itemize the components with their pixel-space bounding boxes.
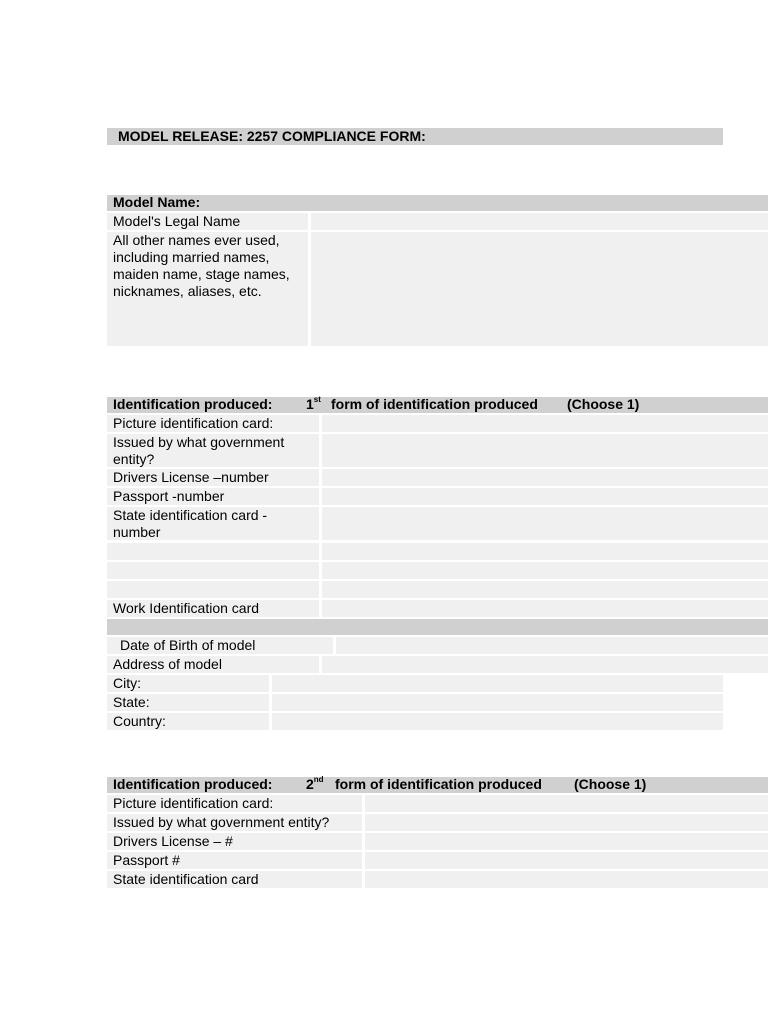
id2-row-field[interactable] (365, 871, 768, 888)
legal-name-label: Model's Legal Name (107, 213, 308, 230)
id1-ordinal-suffix: st (313, 395, 321, 404)
id1-header-ordinal (306, 396, 321, 413)
id1-header-bar (107, 397, 768, 413)
id2-row-field[interactable] (365, 852, 768, 869)
id2-header-label: Identification produced: (113, 776, 273, 792)
address-field[interactable] (322, 656, 768, 673)
id2-row-label: Issued by what government entity? (107, 814, 362, 831)
id1-row-field[interactable] (322, 581, 768, 598)
legal-name-field[interactable] (311, 213, 768, 230)
id1-row-label: Issued by what government entity? (107, 434, 319, 467)
id1-row-label (107, 562, 319, 579)
id2-row-field[interactable] (365, 814, 768, 831)
dob-label: Date of Birth of model (107, 637, 333, 654)
city-label: City: (107, 675, 269, 692)
id1-row-field[interactable] (322, 434, 768, 467)
id1-row-label (107, 543, 319, 560)
model-name-header-bar (107, 195, 768, 211)
id1-row-field[interactable] (322, 562, 768, 579)
id2-header-choose: (Choose 1) (574, 776, 647, 792)
id2-header-desc: form of identification produced (335, 776, 542, 792)
id1-row-label: Work Identification card (107, 600, 319, 617)
state-field[interactable] (272, 694, 723, 711)
model-name-header: Model Name: (113, 194, 201, 210)
id1-header-desc: form of identification produced (331, 396, 538, 412)
id1-row-label: Drivers License –number (107, 469, 319, 486)
id2-row-label: Picture identification card: (107, 795, 362, 812)
id2-ordinal-suffix: nd (313, 775, 324, 784)
country-label: Country: (107, 713, 269, 730)
id1-row-field[interactable] (322, 469, 768, 486)
id1-row-field[interactable] (322, 543, 768, 560)
city-field[interactable] (272, 675, 723, 692)
form-title: MODEL RELEASE: 2257 COMPLIANCE FORM: (118, 128, 426, 144)
id2-row-label: State identification card (107, 871, 362, 888)
section-divider-bar (107, 619, 768, 635)
country-field[interactable] (272, 713, 723, 730)
id1-row-field[interactable] (322, 600, 768, 617)
address-label: Address of model (107, 656, 319, 673)
other-names-label: All other names ever used, including married names, maiden name, stage names, nicknames, aliases, etc. (107, 232, 308, 346)
id1-row-label: Passport -number (107, 488, 319, 505)
id2-row-field[interactable] (365, 795, 768, 812)
state-label: State: (107, 694, 269, 711)
id1-header-choose: (Choose 1) (567, 396, 640, 412)
id2-ordinal-num: 2 (306, 776, 314, 792)
id1-row-field[interactable] (322, 415, 768, 432)
id2-header-bar (107, 777, 768, 793)
id1-row-field[interactable] (322, 488, 768, 505)
id1-row-label (107, 581, 319, 598)
id1-ordinal-num: 1 (306, 396, 314, 412)
other-names-field[interactable] (311, 232, 768, 346)
id2-header-ordinal (306, 776, 324, 793)
form-title-bar (107, 128, 723, 145)
id2-row-label: Passport # (107, 852, 362, 869)
id1-row-field[interactable] (322, 507, 768, 540)
id1-row-label: Picture identification card: (107, 415, 319, 432)
id1-header-label: Identification produced: (113, 396, 273, 412)
id2-row-label: Drivers License – # (107, 833, 362, 850)
id1-row-label: State identification card - number (107, 507, 319, 540)
id2-row-field[interactable] (365, 833, 768, 850)
dob-field[interactable] (336, 637, 768, 654)
